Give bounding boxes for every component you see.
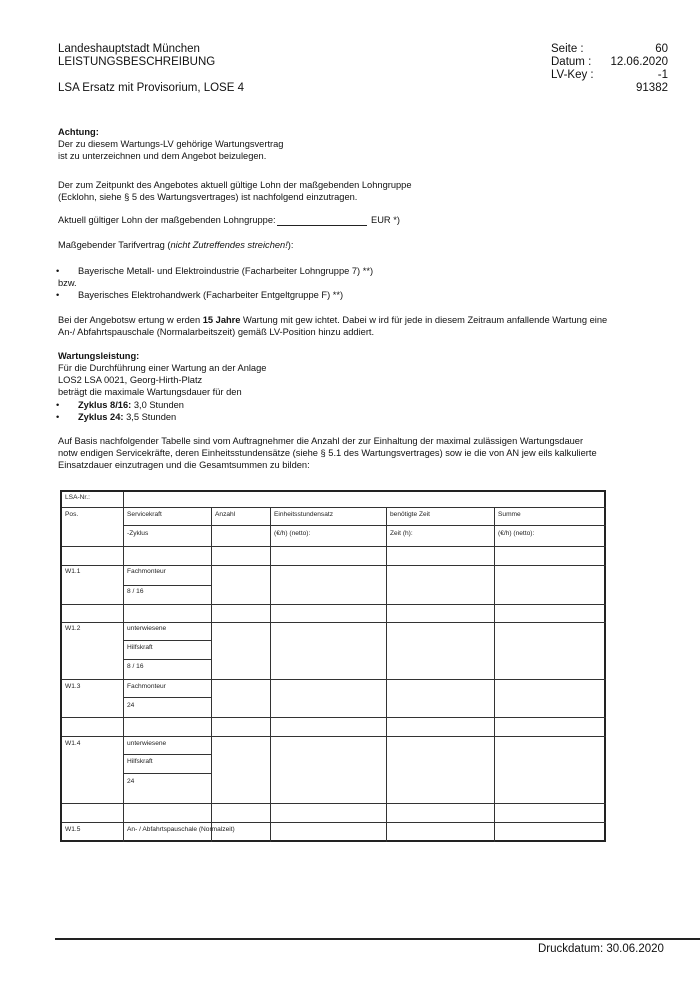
tarif-option-metall: • Bayerische Metall- und Elektroindustrie (Facharbeiter Lohngruppe 7) **) [78, 266, 373, 278]
lohn-input-line[interactable] [277, 225, 367, 226]
zyklus-8-16 [78, 400, 184, 412]
row-divider [123, 773, 211, 774]
subheader-summe-unit: (€/h) (netto): [498, 530, 535, 537]
date-label: Datum : [551, 56, 592, 68]
row-divider [62, 803, 606, 804]
row-zyklus-w1-3: 24 [127, 702, 135, 709]
footer-rule [55, 938, 700, 940]
row-pos-w1-2: W1.2 [65, 625, 81, 632]
row-zyklus-w1-2: 8 / 16 [127, 663, 144, 670]
row-divider [62, 565, 606, 566]
row-servicekraft-2-w1-4: Hilfskraft [127, 758, 153, 765]
lv-key-label: LV-Key : [551, 69, 594, 81]
row-divider [62, 679, 606, 680]
wartung-text-1: Für die Durchführung einer Wartung an der Anlage [58, 363, 267, 373]
lohn-text-2: (Ecklohn, siehe § 5 des Wartungsvertrages) ist nachfolgend einzutragen. [58, 192, 358, 202]
row-divider [123, 659, 211, 660]
bewertung-text-1 [58, 315, 607, 327]
row-servicekraft-2-w1-2: Hilfskraft [127, 644, 153, 651]
row-divider [62, 717, 606, 718]
row-divider [62, 736, 606, 737]
row-divider [62, 507, 606, 508]
lsa-nr-input[interactable] [127, 494, 277, 505]
row-divider [62, 822, 606, 823]
bewertung-text-2: An-/ Abfahrtspauschale (Normalarbeitszeit) gemäß LV-Position hinzu addiert. [58, 327, 375, 337]
org-name: Landeshauptstadt München [58, 43, 200, 55]
lsa-nr-label: LSA-Nr.: [65, 494, 90, 501]
bewertung-years: 15 Jahre [202, 315, 241, 325]
row-servicekraft-w1-5: An- / Abfahrtspauschale (Normalzeit) [127, 826, 235, 833]
tarif-label [58, 240, 293, 252]
header-pos: Pos. [65, 511, 79, 518]
row-servicekraft-w1-3: Fachmonteur [127, 683, 166, 690]
achtung-text-2: ist zu unterzeichnen und dem Angebot beizulegen. [58, 151, 267, 161]
col-divider [211, 507, 212, 842]
basis-text-2: notw endigen Servicekräfte, deren Einheitsstundensätze (siehe § 5.1 des Wartungsvertrages) sow ie die von AN jew eils kalkulierte [58, 448, 597, 458]
tarif-option-elektro: • Bayerisches Elektrohandwerk (Facharbeiter Entgeltgruppe F) **) [78, 290, 343, 302]
zyklus-8-16-hours: 3,0 Stunden [131, 400, 184, 410]
row-servicekraft-w1-2: unterwiesene [127, 625, 167, 632]
bewertung-post: Wartung mit gew ichtet. Dabei w ird für jede in diesem Zeitraum anfallende Wartung eine [240, 315, 608, 325]
subheader-zyklus: -Zyklus [127, 530, 149, 537]
header-summe: Summe [498, 511, 521, 518]
zyklus-24-hours: 3,5 Stunden [123, 412, 177, 422]
row-divider [123, 525, 606, 526]
row-zyklus-w1-4: 24 [127, 778, 135, 785]
zyklus-24-label: Zyklus 24: [78, 412, 124, 422]
col-divider [270, 507, 271, 842]
header-anzahl: Anzahl [215, 511, 236, 518]
header-benoetigte-zeit: benötigte Zeit [390, 511, 430, 518]
header-einheitsstundensatz: Einheitsstundensatz [274, 511, 334, 518]
subheader-zeit-unit: Zeit (h): [390, 530, 413, 537]
row-pos-w1-3: W1.3 [65, 683, 81, 690]
subheader-einheit-unit: (€/h) (netto): [274, 530, 311, 537]
wartung-title: Wartungsleistung: [58, 351, 140, 361]
wartung-text-2: LOS2 LSA 0021, Georg-Hirth-Platz [58, 375, 203, 385]
col-divider [123, 492, 124, 842]
tarif-label-italic: nicht Zutreffendes streichen! [170, 240, 288, 250]
page-label: Seite : [551, 43, 584, 55]
achtung-title: Achtung: [58, 127, 99, 137]
row-divider [123, 585, 211, 586]
row-servicekraft-w1-1: Fachmonteur [127, 568, 166, 575]
print-date [538, 943, 664, 956]
wartung-text-3: beträgt die maximale Wartungsdauer für den [58, 387, 242, 397]
row-zyklus-w1-1: 8 / 16 [127, 588, 144, 595]
document-number: 91382 [636, 82, 668, 94]
project-title: LSA Ersatz mit Provisorium, LOSE 4 [58, 82, 244, 94]
print-date-value: 30.06.2020 [606, 943, 664, 955]
header-servicekraft: Servicekraft [127, 511, 162, 518]
lohn-text-1: Der zum Zeitpunkt des Angebotes aktuell gültige Lohn der maßgebenden Lohngruppe [58, 180, 412, 190]
achtung-text-1: Der zu diesem Wartungs-LV gehörige Wartungsvertrag [58, 139, 284, 149]
lohn-field-label: Aktuell gültiger Lohn der maßgebenden Lohngruppe: [58, 215, 276, 225]
tarif-or: bzw. [58, 278, 77, 288]
row-divider [123, 697, 211, 698]
date-value: 12.06.2020 [610, 56, 668, 68]
col-divider [386, 507, 387, 842]
bewertung-pre: Bei der Angebotsw ertung w erden [58, 315, 203, 325]
row-divider [123, 754, 211, 755]
row-pos-w1-4: W1.4 [65, 740, 81, 747]
tarif-label-text: Maßgebender Tarifvertrag ( [58, 240, 171, 250]
col-divider [494, 507, 495, 842]
row-pos-w1-5: W1.5 [65, 826, 81, 833]
row-pos-w1-1: W1.1 [65, 568, 81, 575]
row-divider [62, 622, 606, 623]
row-divider [62, 604, 606, 605]
tarif-label-end: ): [287, 240, 294, 250]
lv-key-value: -1 [657, 69, 668, 81]
zyklus-24 [78, 412, 176, 424]
lohn-field-unit: EUR *) [371, 215, 400, 225]
print-date-label: Druckdatum: [538, 943, 604, 955]
document-type: LEISTUNGSBESCHREIBUNG [58, 56, 216, 68]
zyklus-8-16-label: Zyklus 8/16: [78, 400, 132, 410]
basis-text-3: Einsatzdauer einzutragen und die Gesamtsummen zu bilden: [58, 460, 310, 470]
page-number: 60 [655, 43, 668, 55]
row-divider [62, 546, 606, 547]
row-servicekraft-w1-4: unterwiesene [127, 740, 167, 747]
row-divider [123, 640, 211, 641]
wartung-table [60, 490, 606, 842]
basis-text-1: Auf Basis nachfolgender Tabelle sind vom Auftragnehmer die Anzahl der zur Einhaltung der maximal zulässigen Wartungsdauer [58, 436, 584, 446]
